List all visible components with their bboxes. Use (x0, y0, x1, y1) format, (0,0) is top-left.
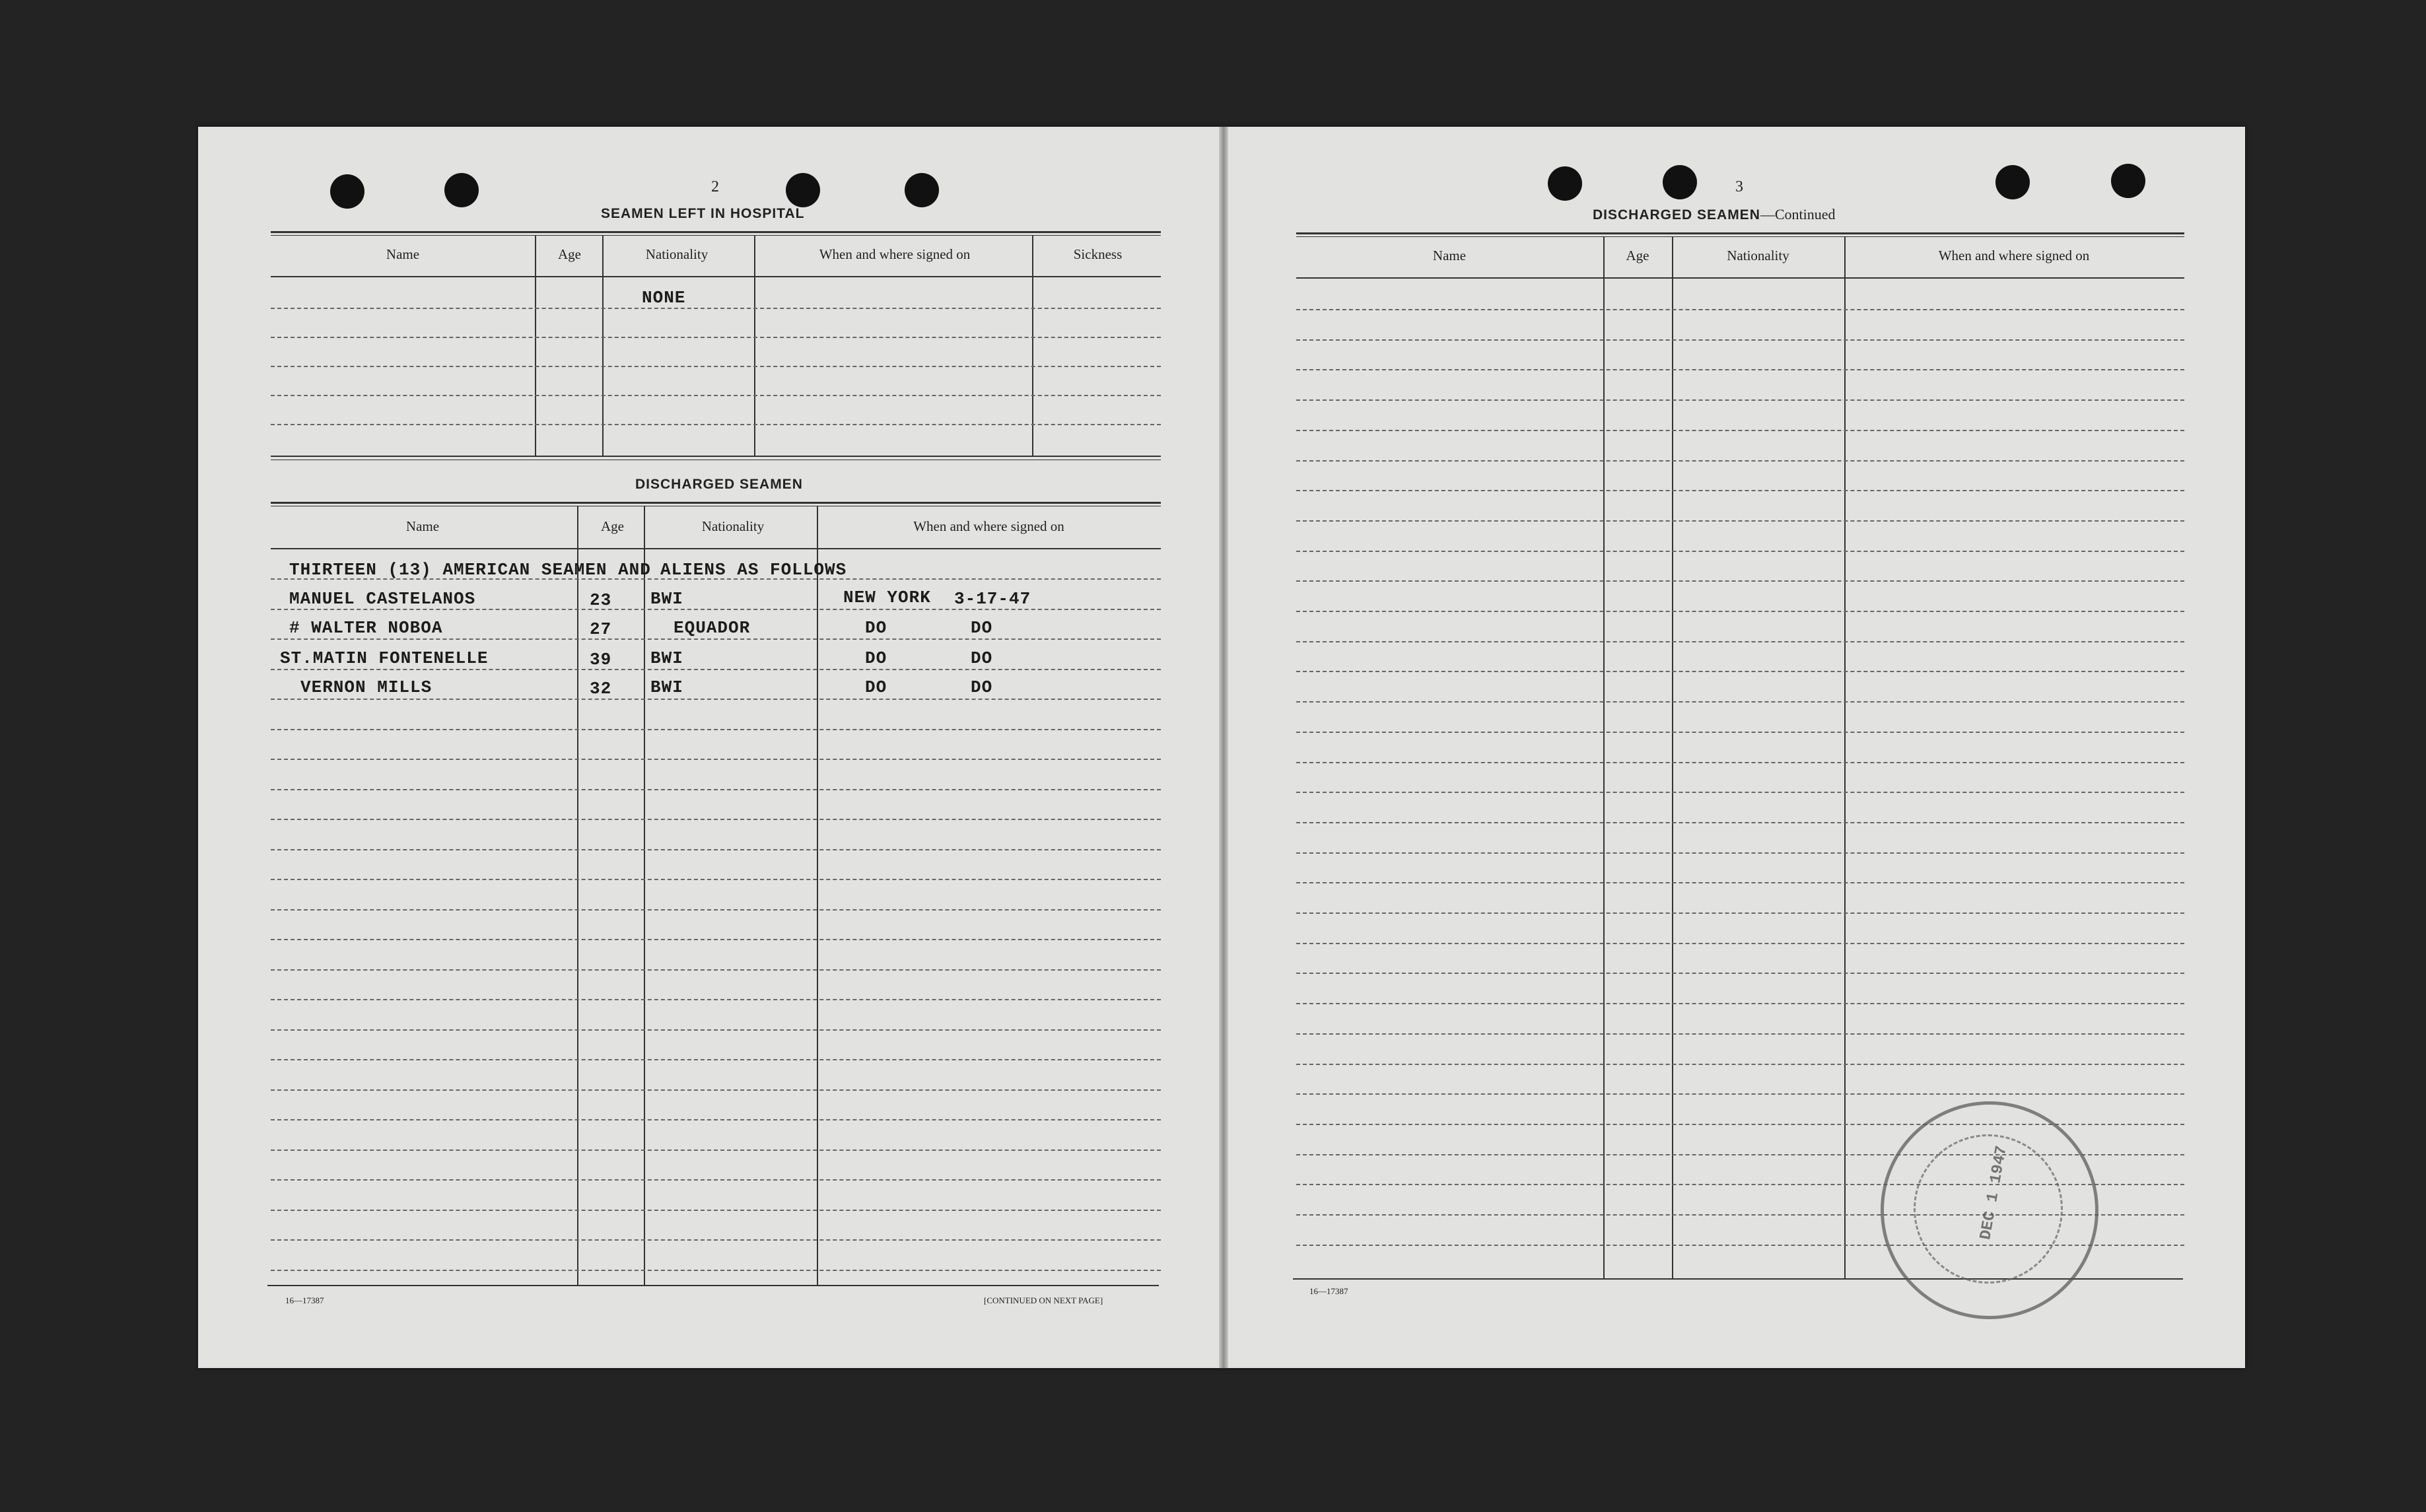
punch-hole (444, 173, 479, 207)
ruled-line (1296, 551, 2184, 552)
column-header-nationality: Nationality (1727, 248, 1789, 263)
ruled-line (1296, 822, 2184, 823)
received-stamp (1881, 1101, 2098, 1319)
column-header-signed-on: When and where signed on (913, 518, 1064, 534)
seaman-nationality: EQUADOR (674, 618, 751, 638)
ruled-line (1296, 671, 2184, 672)
seaman-signed-place: DO (865, 618, 887, 638)
table-top-rule (1296, 232, 2184, 234)
punch-hole (2111, 164, 2145, 198)
ruled-line (1296, 1033, 2184, 1035)
ruled-line (1296, 611, 2184, 612)
ruled-line (1296, 882, 2184, 883)
seaman-name: MANUEL CASTELANOS (289, 589, 476, 609)
form-number: 16—17387 (1309, 1286, 1348, 1296)
ruled-line (1296, 309, 2184, 310)
ruled-line (1296, 912, 2184, 914)
seaman-signed-date: DO (971, 648, 993, 668)
page-number: 3 (1735, 178, 1743, 195)
table-top-rule (271, 235, 1161, 236)
page-number: 2 (711, 178, 719, 195)
ruled-line (1296, 641, 2184, 642)
ruled-line (271, 729, 1161, 730)
punch-hole (330, 174, 364, 209)
ruled-line (271, 1119, 1161, 1120)
ruled-line (1296, 490, 2184, 491)
seaman-signed-date: DO (971, 677, 993, 697)
continued-note: [CONTINUED ON NEXT PAGE] (984, 1295, 1103, 1305)
ruled-line (271, 1239, 1161, 1241)
ruled-line (271, 879, 1161, 880)
discharged-continued-suffix: —Continued (1760, 206, 1836, 223)
ruled-line (271, 819, 1161, 820)
column-header-sickness: Sickness (1073, 246, 1123, 262)
hospital-entry: NONE (642, 288, 686, 308)
ruled-line (271, 1150, 1161, 1151)
received-stamp-date: DEC 1 1947 (1977, 1144, 2011, 1241)
seaman-age: 39 (590, 650, 612, 670)
ruled-line (271, 939, 1161, 940)
discharged-continued-title (1593, 206, 1836, 223)
ruled-line (271, 999, 1161, 1000)
ruled-line (271, 699, 1161, 700)
ruled-line (271, 669, 1161, 670)
left-page (198, 127, 1222, 1368)
column-divider (577, 506, 578, 1286)
column-header-age: Age (558, 246, 581, 262)
seaman-signed-date: DO (971, 618, 993, 638)
column-header-nationality: Nationality (701, 518, 765, 534)
column-divider (817, 506, 818, 1286)
column-divider (644, 506, 645, 1286)
discharged-title: DISCHARGED SEAMEN (635, 477, 803, 492)
table-top-rule (1296, 236, 2184, 237)
punch-hole (1663, 165, 1697, 199)
ruled-line (271, 638, 1161, 640)
ruled-line (1296, 1064, 2184, 1065)
column-header-nationality: Nationality (645, 246, 709, 262)
ruled-line (1296, 1003, 2184, 1004)
seaman-age: 27 (590, 619, 612, 639)
column-header-name: Name (1432, 248, 1467, 263)
header-rule (271, 276, 1161, 277)
ruled-line (1296, 762, 2184, 763)
page-fold (1219, 127, 1228, 1368)
ruled-line (1296, 460, 2184, 462)
ruled-line (271, 1270, 1161, 1271)
ruled-line (271, 308, 1161, 309)
column-header-age: Age (1626, 248, 1649, 263)
hospital-title: SEAMEN LEFT IN HOSPITAL (601, 206, 805, 221)
seaman-age: 32 (590, 679, 612, 699)
seaman-nationality: BWI (650, 677, 683, 697)
ruled-line (271, 849, 1161, 850)
punch-hole (905, 173, 939, 207)
seaman-signed-date: 3-17-47 (954, 589, 1031, 609)
discharged-intro: THIRTEEN (13) AMERICAN SEAMEN AND (289, 560, 651, 580)
table-top-rule (271, 231, 1161, 233)
ruled-line (271, 1029, 1161, 1031)
ruled-line (271, 969, 1161, 971)
ruled-line (1296, 973, 2184, 974)
seaman-nationality: BWI (650, 648, 683, 668)
ruled-line (1296, 1093, 2184, 1095)
ruled-line (1296, 339, 2184, 341)
ruled-line (1296, 792, 2184, 793)
table-bottom-rule (271, 456, 1161, 457)
seaman-age: 23 (590, 590, 612, 610)
seaman-name: ST.MATIN FONTENELLE (280, 648, 489, 668)
table-top-rule (271, 502, 1161, 504)
seaman-nationality: BWI (650, 589, 683, 609)
seaman-name: # WALTER NOBOA (289, 618, 443, 638)
ruled-line (1296, 580, 2184, 582)
punch-hole (1995, 165, 2030, 199)
ruled-line (271, 1059, 1161, 1060)
ruled-line (271, 424, 1161, 425)
ruled-line (271, 1210, 1161, 1211)
seaman-signed-place: DO (865, 677, 887, 697)
ruled-line (1296, 520, 2184, 522)
form-number: 16—17387 (285, 1295, 324, 1305)
column-header-name: Name (405, 518, 440, 534)
ruled-line (271, 366, 1161, 367)
table-bottom-rule (267, 1285, 1159, 1286)
ruled-line (271, 337, 1161, 338)
ruled-line (1296, 399, 2184, 401)
discharged-intro-continued: ALIENS AS FOLLOWS (660, 560, 847, 580)
ruled-line (271, 395, 1161, 396)
column-header-signed-on: When and where signed on (819, 246, 971, 262)
ruled-line (1296, 701, 2184, 703)
ruled-line (271, 1179, 1161, 1181)
ruled-line (271, 759, 1161, 760)
header-rule (271, 548, 1161, 549)
ruled-line (1296, 943, 2184, 944)
ruled-line (1296, 430, 2184, 431)
ruled-line (1296, 852, 2184, 854)
ruled-line (271, 1089, 1161, 1091)
punch-hole (1548, 166, 1582, 201)
column-header-age: Age (601, 518, 624, 534)
seaman-name: VERNON MILLS (300, 677, 433, 697)
discharged-continued-title-main: DISCHARGED SEAMEN (1593, 207, 1760, 223)
punch-hole (786, 173, 820, 207)
column-header-signed-on: When and where signed on (1938, 248, 2090, 263)
ruled-line (271, 789, 1161, 790)
ruled-line (1296, 732, 2184, 733)
ruled-line (271, 909, 1161, 911)
header-rule (1296, 277, 2184, 279)
seaman-signed-place: DO (865, 648, 887, 668)
ruled-line (1296, 369, 2184, 370)
column-header-name: Name (386, 246, 420, 262)
seaman-signed-place: NEW YORK (843, 588, 931, 607)
